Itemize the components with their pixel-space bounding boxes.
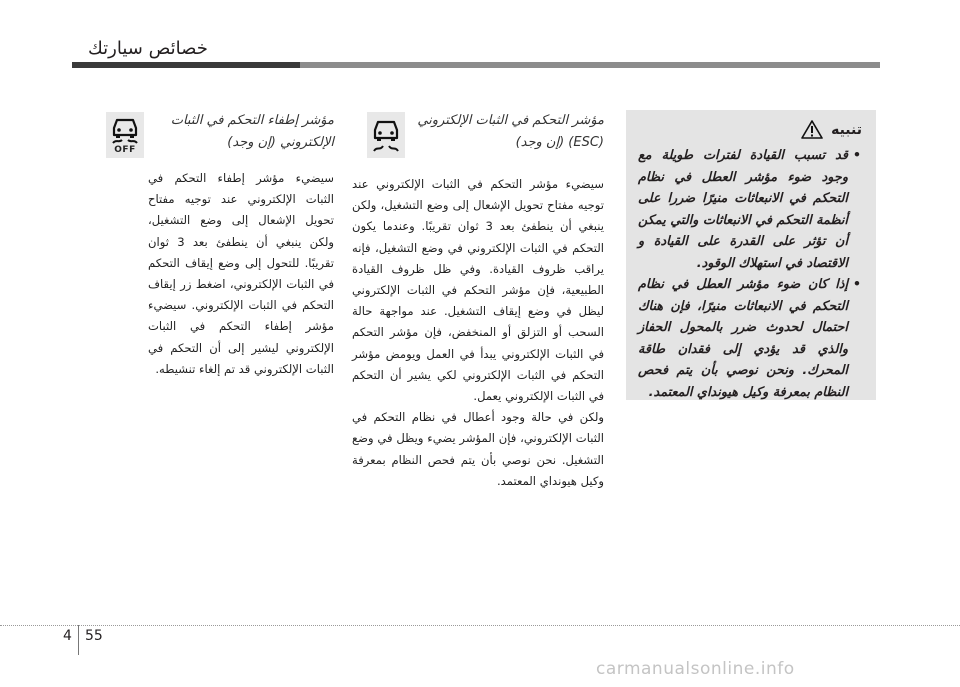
esc-off-title [148,110,334,154]
esc-off-body [148,168,334,380]
esc-indicator-icon-box [367,112,405,158]
esc-off-indicator-icon-box [106,112,144,158]
footer-page-separator [78,625,79,655]
esc-title [410,110,604,154]
caution-header [638,120,862,139]
page-number: 55 [85,628,103,644]
caution-item: • إذا كان ضوء مؤشر العطل في نظام التحكم في الانبعاثات منيرًا، فإن هناك احتمال لحدوث ضرر بالمحول الحفاز والذي قد يؤدي إلى فقدان طاقة المحرك. ونحن نوصي بأن يتم فحص النظام بمعرفة وكيل هيونداي المعتمد. [638,274,848,403]
caution-title: تنبيه [831,121,862,138]
section-title: خصائص سيارتك [88,38,208,59]
esc-off-body-column [148,168,334,380]
esc-column [410,110,604,154]
esc-paragraph-2: ولكن في حالة وجود أعطال في نظام التحكم في الثبات الإلكتروني، فإن المؤشر يضيء ويظل في وضع التشغيل. نحن نوصي بأن يتم فحص النظام بمعرفة وكيل هيونداي المعتمد. [352,410,604,488]
esc-body [352,174,604,492]
esc-title-line2: (ESC) (إن وجد) [515,135,604,150]
esc-title-line1: مؤشر التحكم في الثبات الإلكتروني [417,113,604,128]
esc-skid-car-icon [370,118,402,152]
caution-box [626,110,876,400]
warning-triangle-icon [801,120,823,139]
esc-off-column [148,110,334,154]
esc-off-title-line1: مؤشر إطفاء التحكم في الثبات [170,113,334,128]
header-rule-accent [72,62,300,68]
caution-item: • قد تسبب القيادة لفترات طويلة مع وجود ضوء مؤشر العطل في نظام التحكم في الانبعاثات منيرًا ضررا على أنظمة التحكم في الانبعاثات والتي يمكن أن تؤثر على القدرة على القيادة و الاقتصاد في استهلاك الوقود. [638,145,848,274]
esc-paragraph-1: سيضيء مؤشر التحكم في الثبات الإلكتروني عند توجيه مفتاح تحويل الإشعال إلى وضع التشغيل، ولكن ينبغي أن ينطفئ بعد 3 ثوان تقريبًا. وعندما يكون التحكم في الثبات الإلكتروني في وضع التشغيل، فإنه يراقب ظروف القيادة. وفي ظل ظروف القيادة الطبيعية، فإن مؤشر التحكم في الثبات الإلكتروني ليظل في وضع إيقاف التشغيل. عند مواجهة حالة السحب أو التزلق أو المنخفض، فإن مؤشر التحكم في الثبات الإلكتروني يبدأ في العمل ويومض مؤشر التحكم في الثبات الإلكتروني لكي يشير أن التحكم في الثبات الإلكتروني يعمل. [352,177,604,404]
esc-off-car-icon [110,116,140,144]
watermark: carmanualsonline.info [596,659,795,679]
footer-divider [0,625,960,626]
caution-list [638,145,862,403]
esc-off-paragraph: سيضيء مؤشر إطفاء التحكم في الثبات الإلكتروني عند توجيه مفتاح تحويل الإشعال إلى وضع التشغيل، ولكن ينبغي أن ينطفئ بعد 3 ثوان تقريبًا. للتحول إلى وضع إيقاف التحكم في الثبات الإلكتروني، اضغط زر إيقاف التحكم في الثبات الإلكتروني. سيضيء مؤشر إطفاء التحكم في الثبات الإلكتروني ليشير إلى أن التحكم في الثبات الإلكتروني قد تم إلغاء تنشيطه. [148,171,334,376]
chapter-number: 4 [63,628,72,644]
esc-body-column [352,174,604,492]
esc-off-label: OFF [114,144,136,155]
esc-off-title-line2: الإلكتروني (إن وجد) [227,135,334,150]
